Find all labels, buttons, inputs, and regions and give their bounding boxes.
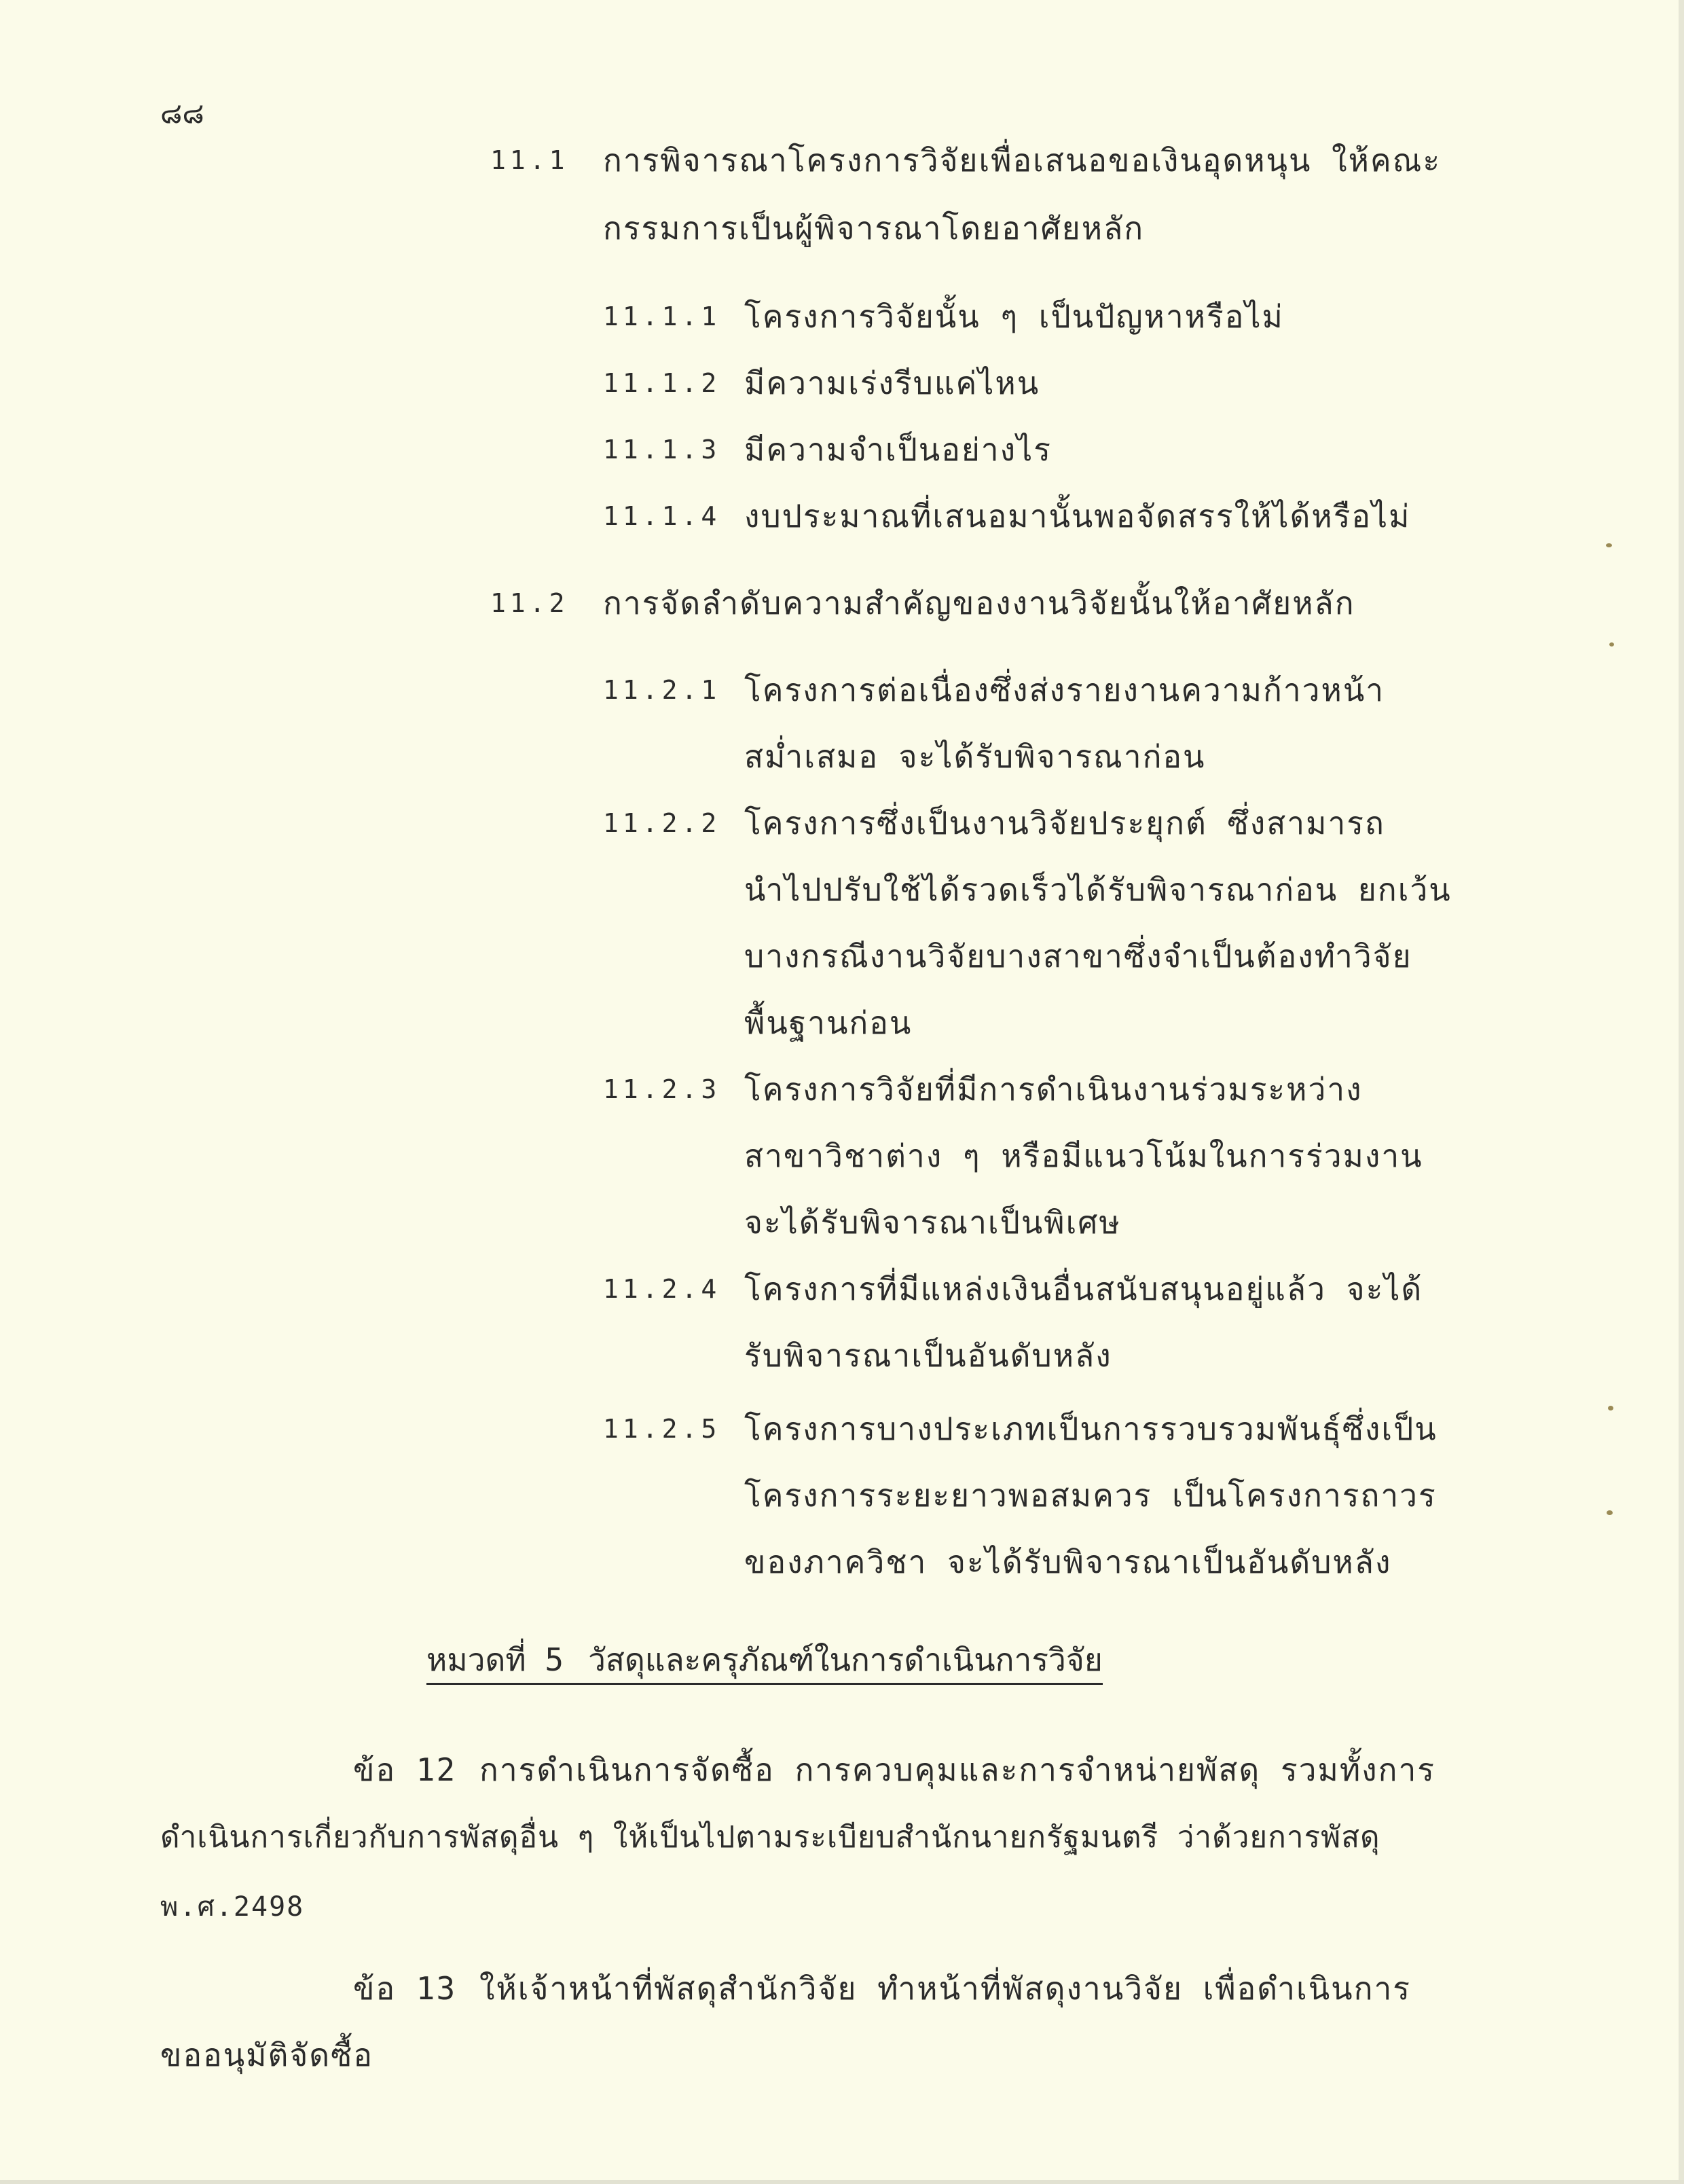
item-number: 11.1.2: [603, 368, 721, 398]
item-text-line: รับพิจารณาเป็นอันดับหลัง: [744, 1337, 1112, 1374]
item-number: 11.2.2: [603, 808, 721, 838]
item-text-line: โครงการวิจัยนั้น ๆ เป็นปัญหาหรือไม่: [744, 298, 1284, 335]
item-text-line: โครงการซึ่งเป็นงานวิจัยประยุกต์ ซึ่งสามารถ: [744, 805, 1385, 841]
item-text-line: จะได้รับพิจารณาเป็นพิเศษ: [744, 1204, 1121, 1241]
item-number: 11.2.4: [603, 1274, 721, 1304]
item-text-line: นำไปปรับใช้ได้รวดเร็วได้รับพิจารณาก่อน ยกเว้น: [744, 871, 1452, 908]
page-edge: [1679, 0, 1684, 2184]
section-number: 11.2: [490, 588, 569, 618]
article-text-line: การดำเนินการจัดซื้อ การควบคุมและการจำหน่ายพัสดุ รวมทั้งการ: [479, 1751, 1436, 1788]
item-text-line: โครงการต่อเนื่องซึ่งส่งรายงานความก้าวหน้า: [744, 672, 1385, 708]
page-edge: [0, 2180, 1684, 2184]
item-text-line: พื้นฐานก่อน: [744, 1004, 913, 1041]
item-text-line: ของภาควิชา จะได้รับพิจารณาเป็นอันดับหลัง: [744, 1544, 1392, 1580]
article-text-line: ขออนุมัติจัดซื้อ: [160, 2037, 374, 2073]
item-text-line: สม่ำเสมอ จะได้รับพิจารณาก่อน: [744, 738, 1206, 775]
article-number: ข้อ 12: [353, 1751, 457, 1788]
chapter-heading: [426, 1639, 1103, 1685]
paper-speck: [1606, 543, 1612, 547]
chapter-title: วัสดุและครุภัณฑ์ในการดำเนินการวิจัย: [588, 1641, 1103, 1678]
item-number: 11.2.1: [603, 675, 721, 705]
item-text-line: มีความเร่งรีบแค่ไหน: [744, 365, 1040, 401]
chapter-label: หมวดที่ 5: [426, 1641, 564, 1678]
item-text-line: โครงการวิจัยที่มีการดำเนินงานร่วมระหว่าง: [744, 1071, 1363, 1108]
section-text-line: กรรมการเป็นผู้พิจารณาโดยอาศัยหลัก: [603, 210, 1145, 247]
article-text-line: ให้เจ้าหน้าที่พัสดุสำนักวิจัย ทำหน้าที่พัสดุงานวิจัย เพื่อดำเนินการ: [479, 1970, 1412, 2007]
item-text-line: งบประมาณที่เสนอมานั้นพอจัดสรรให้ได้หรือไม่: [744, 498, 1411, 534]
article-number: ข้อ 13: [353, 1970, 457, 2007]
item-text-line: โครงการบางประเภทเป็นการรวบรวมพันธุ์ซึ่งเป็น: [744, 1410, 1438, 1447]
article-text-line: พ.ศ.2498: [160, 1891, 305, 1923]
item-number: 11.1.3: [603, 435, 721, 465]
item-text-line: สาขาวิชาต่าง ๆ หรือมีแนวโน้มในการร่วมงาน: [744, 1138, 1423, 1174]
item-number: 11.1.4: [603, 501, 721, 531]
item-number: 11.1.1: [603, 302, 721, 331]
section-text-line: การจัดลำดับความสำคัญของงานวิจัยนั้นให้อาศัยหลัก: [603, 585, 1355, 621]
item-text-line: มีความจำเป็นอย่างไร: [744, 431, 1052, 468]
item-number: 11.2.5: [603, 1414, 721, 1444]
paper-speck: [1609, 642, 1614, 647]
item-text-line: โครงการที่มีแหล่งเงินอื่นสนับสนุนอยู่แล้ว จะได้: [744, 1271, 1423, 1307]
paper-speck: [1607, 1510, 1613, 1515]
section-text-line: การพิจารณาโครงการวิจัยเพื่อเสนอขอเงินอุดหนุน ให้คณะ: [603, 142, 1442, 179]
article-text-line: ดำเนินการเกี่ยวกับการพัสดุอื่น ๆ ให้เป็นไปตามระเบียบสำนักนายกรัฐมนตรี ว่าด้วยการพัสดุ: [160, 1820, 1380, 1855]
paper-speck: [1608, 1406, 1613, 1410]
item-text-line: โครงการระยะยาวพอสมควร เป็นโครงการถาวร: [744, 1477, 1437, 1514]
item-text-line: บางกรณีงานวิจัยบางสาขาซึ่งจำเป็นต้องทำวิจัย: [744, 938, 1412, 975]
page-number: ๘๘: [160, 96, 204, 130]
section-number: 11.1: [490, 145, 569, 175]
item-number: 11.2.3: [603, 1074, 721, 1104]
